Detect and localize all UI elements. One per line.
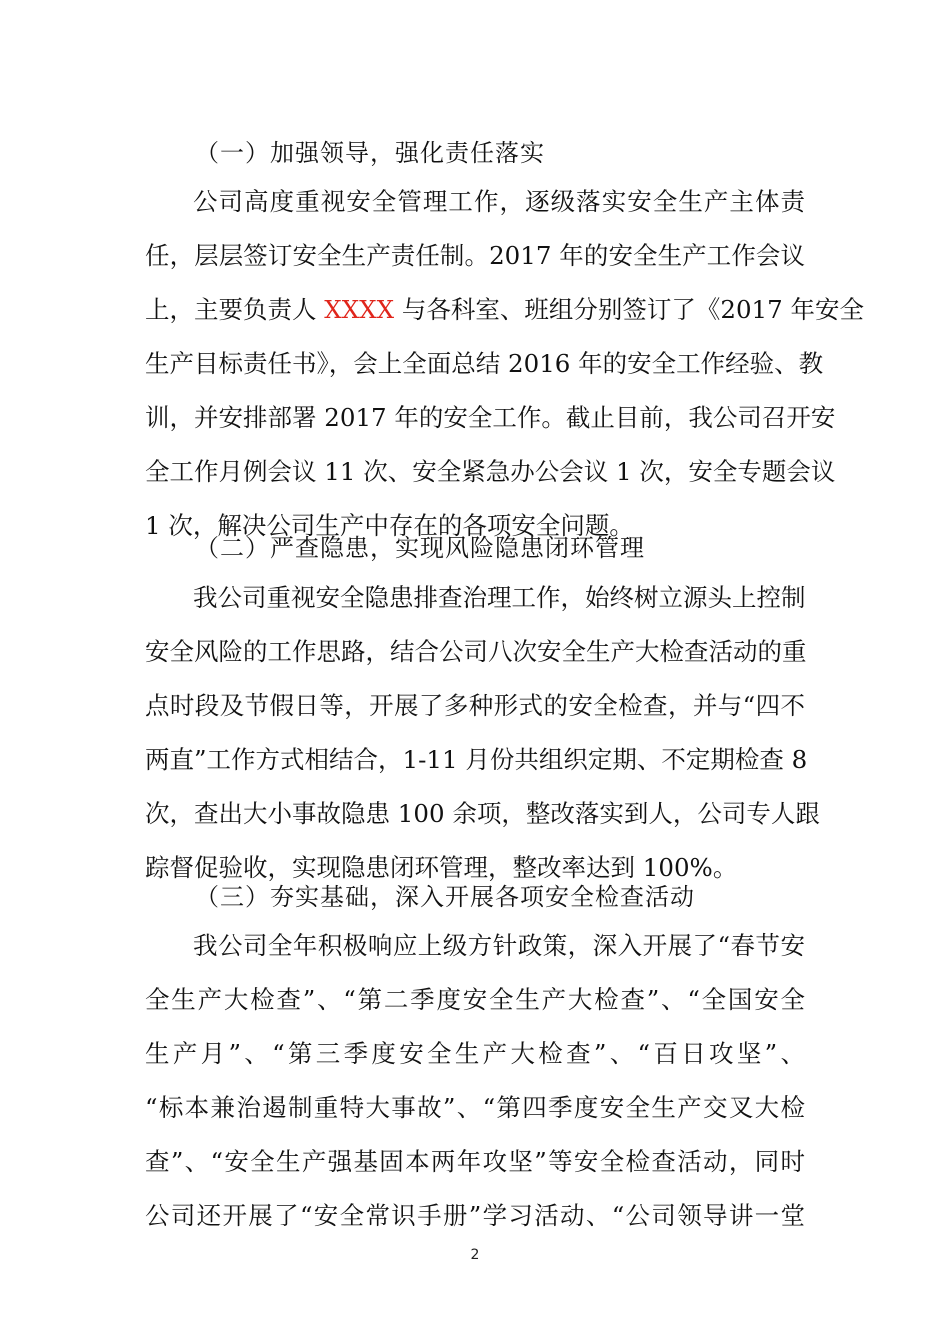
section-3-paragraph xyxy=(145,919,805,1243)
paragraph-line-with-highlight xyxy=(145,283,865,337)
paragraph-line: 1 次，解决公司生产中存在的各项安全问题。 xyxy=(145,511,634,540)
paragraph-line: “标本兼治遏制重特大事故”、“第四季度安全生产交叉大检 xyxy=(145,1093,805,1122)
paragraph-line: 查”、“安全生产强基固本两年攻坚”等安全检查活动，同时 xyxy=(145,1147,805,1176)
paragraph-line: 训，并安排部署 2017 年的安全工作。截止目前，我公司召开安 xyxy=(145,403,836,432)
section-3-heading: （三）夯实基础，深入开展各项安全检查活动 xyxy=(195,883,695,911)
paragraph-line: 两直”工作方式相结合，1-11 月份共组织定期、不定期检查 8 xyxy=(145,745,808,774)
paragraph-line: 安全风险的工作思路，结合公司八次安全生产大检查活动的重 xyxy=(145,637,807,666)
section-2-paragraph xyxy=(145,571,820,895)
section-1-paragraph xyxy=(145,175,865,553)
paragraph-line: 我公司全年积极响应上级方针政策，深入开展了“春节安 xyxy=(193,931,805,960)
paragraph-line: 公司还开展了“安全常识手册”学习活动、“公司领导讲一堂 xyxy=(145,1201,805,1230)
section-2-heading: （二）严查隐患，实现风险隐患闭环管理 xyxy=(195,534,645,562)
paragraph-line: 生产目标责任书》，会上全面总结 2016 年的安全工作经验、教 xyxy=(145,349,824,378)
section-1-heading: （一）加强领导，强化责任落实 xyxy=(195,139,545,167)
paragraph-line: 任，层层签订安全生产责任制。2017 年的安全生产工作会议 xyxy=(145,241,805,270)
paragraph-line: 全生产大检查”、“第二季度安全生产大检查”、“全国安全 xyxy=(145,985,805,1014)
paragraph-line: 踪督促验收，实现隐患闭环管理，整改率达到 100%。 xyxy=(145,853,738,882)
paragraph-line: 我公司重视安全隐患排查治理工作，始终树立源头上控制 xyxy=(193,583,806,612)
paragraph-line: 点时段及节假日等，开展了多种形式的安全检查，并与“四不 xyxy=(145,691,805,720)
paragraph-line: 全工作月例会议 11 次、安全紧急办公会议 1 次，安全专题会议 xyxy=(145,457,836,486)
redacted-name-highlight: XXXX xyxy=(324,295,395,324)
paragraph-line: 生产月”、“第三季度安全生产大检查”、“百日攻坚”、 xyxy=(145,1039,805,1068)
paragraph-line: 次，查出大小事故隐患 100 余项，整改落实到人，公司专人跟 xyxy=(145,799,820,828)
paragraph-line: 公司高度重视安全管理工作，逐级落实安全生产主体责 xyxy=(193,187,805,216)
page-number: 2 xyxy=(470,1247,480,1263)
line-text-before: 上，主要负责人 xyxy=(145,295,325,324)
line-text-after: 与各科室、班组分别签订了《2017 年安全 xyxy=(394,295,865,324)
